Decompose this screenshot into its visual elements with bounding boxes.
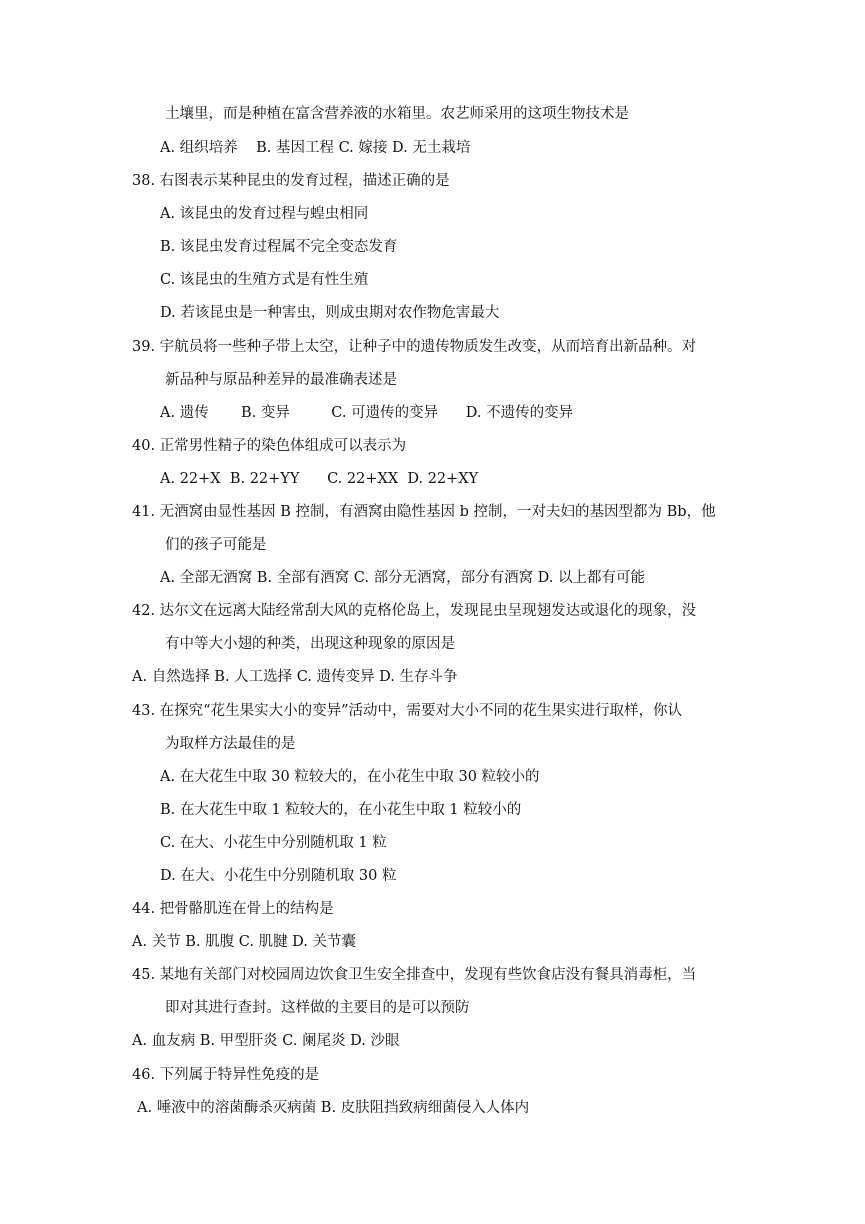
- q41-stem: 41. 无酒窝由显性基因 B 控制，有酒窝由隐性基因 b 控制，一对夫妇的基因型都为 Bb，他: [132, 504, 716, 520]
- q42-continuation: 有中等大小翅的种类，出现这种现象的原因是: [165, 636, 455, 652]
- q43-option-d: D. 在大、小花生中分别随机取 30 粒: [160, 868, 397, 884]
- q45-options: A. 血友病 B. 甲型肝炎 C. 阑尾炎 D. 沙眼: [132, 1033, 400, 1049]
- q44-stem: 44. 把骨骼肌连在骨上的结构是: [132, 901, 334, 917]
- q37-continuation: 土壤里，而是种植在富含营养液的水箱里。农艺师采用的这项生物技术是: [165, 106, 629, 122]
- q44-options: A. 关节 B. 肌腹 C. 肌腱 D. 关节囊: [132, 934, 357, 950]
- q38-option-a: A. 该昆虫的发育过程与蝗虫相同: [160, 206, 369, 222]
- q41-options: A. 全部无酒窝 B. 全部有酒窝 C. 部分无酒窝，部分有酒窝 D. 以上都有可能: [160, 570, 646, 586]
- q40-stem: 40. 正常男性精子的染色体组成可以表示为: [132, 438, 407, 454]
- q41-continuation: 们的孩子可能是: [165, 537, 267, 553]
- q42-options: A. 自然选择 B. 人工选择 C. 遗传变异 D. 生存斗争: [132, 669, 458, 685]
- q43-option-b: B. 在大花生中取 1 粒较大的，在小花生中取 1 粒较小的: [160, 802, 522, 818]
- q37-options: A. 组织培养 B. 基因工程 C. 嫁接 D. 无土栽培: [160, 140, 471, 156]
- q38-option-c: C. 该昆虫的生殖方式是有性生殖: [160, 272, 369, 288]
- q43-continuation: 为取样方法最佳的是: [165, 736, 296, 752]
- q43-stem: 43. 在探究“花生果实大小的变异”活动中，需要对大小不同的花生果实进行取样，你认: [132, 703, 682, 719]
- q45-stem: 45. 某地有关部门对校园周边饮食卫生安全排查中，发现有些饮食店没有餐具消毒柜，当: [132, 967, 697, 983]
- q46-options: A. 唾液中的溶菌酶杀灭病菌 B. 皮肤阻挡致病细菌侵入人体内: [137, 1100, 530, 1116]
- q38-option-d: D. 若该昆虫是一种害虫，则成虫期对农作物危害最大: [160, 305, 500, 321]
- q46-stem: 46. 下列属于特异性免疫的是: [132, 1067, 320, 1083]
- q39-options: A. 遗传 B. 变异 C. 可遗传的变异 D. 不遗传的变异: [160, 405, 574, 421]
- q39-continuation: 新品种与原品种差异的最准确表述是: [165, 372, 397, 388]
- q43-option-c: C. 在大、小花生中分别随机取 1 粒: [160, 835, 387, 851]
- q38-stem: 38. 右图表示某种昆虫的发育过程，描述正确的是: [132, 173, 450, 189]
- q43-option-a: A. 在大花生中取 30 粒较大的，在小花生中取 30 粒较小的: [160, 769, 540, 785]
- q42-stem: 42. 达尔文在远离大陆经常刮大风的克格伦岛上，发现昆虫呈现翅发达或退化的现象，没: [132, 603, 697, 619]
- q40-options: A. 22+X B. 22+YY C. 22+XX D. 22+XY: [160, 471, 479, 487]
- q38-option-b: B. 该昆虫发育过程属不完全变态发育: [160, 239, 398, 255]
- q45-continuation: 即对其进行查封。这样做的主要目的是可以预防: [165, 1000, 470, 1016]
- q39-stem: 39. 宇航员将一些种子带上太空，让种子中的遗传物质发生改变，从而培育出新品种。对: [132, 339, 697, 355]
